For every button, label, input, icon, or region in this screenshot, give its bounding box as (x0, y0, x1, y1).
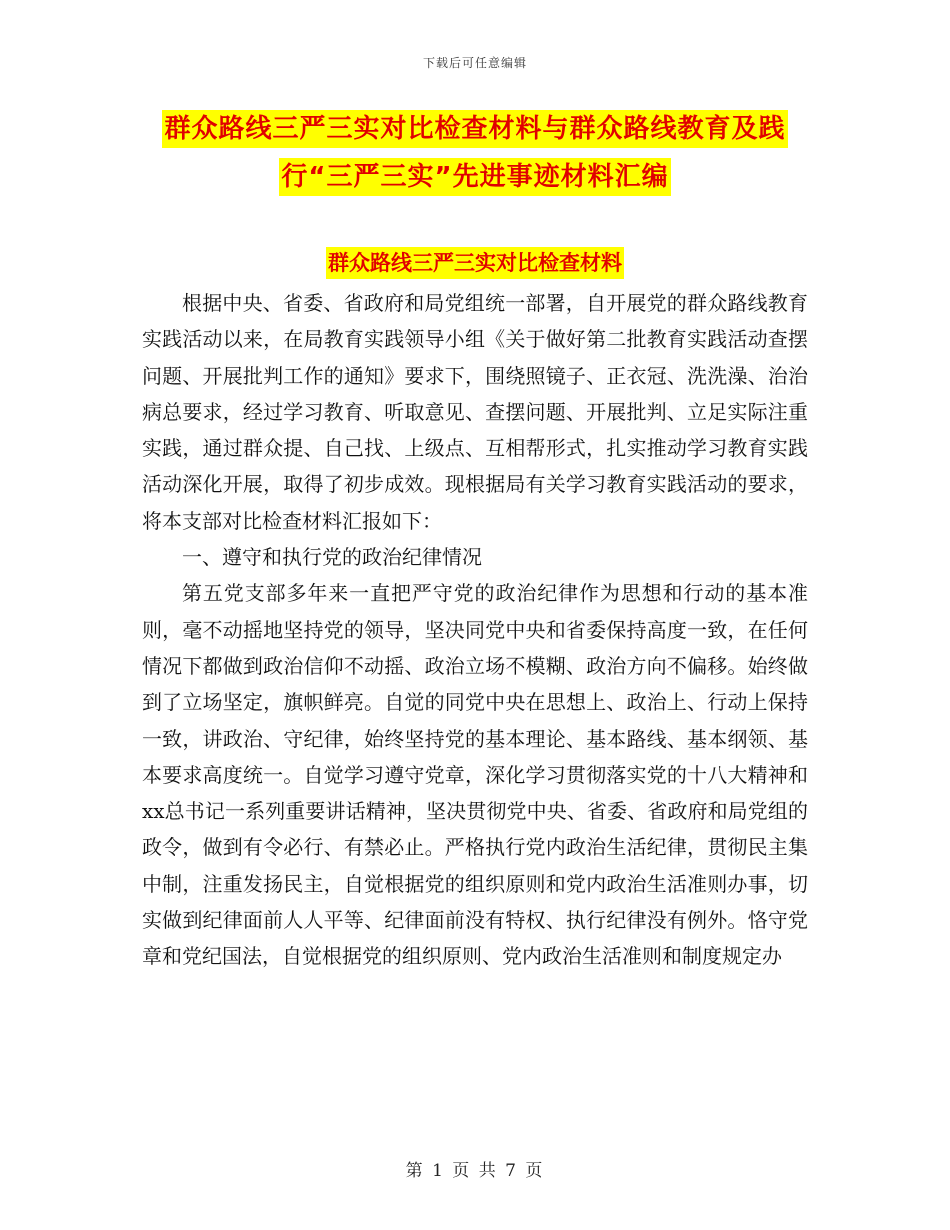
document-title (142, 110, 808, 206)
paragraph-intro: 根据中央、省委、省政府和局党组统一部署，自开展党的群众路线教育实践活动以来，在局教育实践领导小组《关于做好第二批教育实践活动查摆问题、开展批判工作的通知》要求下，围绕照镜子、正衣冠、洗洗澡、治治病总要求，经过学习教育、听取意见、查摆问题、开展批判、立足实际注重实践，通过群众提、自己找、上级点、互相帮形式，扎实推动学习教育实践活动深化开展，取得了初步成效。现根据局有关学习教育实践活动的要求，将本支部对比检查材料汇报如下： (142, 291, 808, 533)
paragraph-political-discipline: 第五党支部多年来一直把严守党的政治纪律作为思想和行动的基本准则，毫不动摇地坚持党的领导，坚决同党中央和省委保持高度一致，在任何情况下都做到政治信仰不动摇、政治立场不模糊、政治方向不偏移。始终做到了立场坚定，旗帜鲜亮。自觉的同党中央在思想上、政治上、行动上保持一致，讲政治、守纪律，始终坚持党的基本理论、基本路线、基本纲领、基本要求高度统一。自觉学习遵守党章，深化学习贯彻落实党的十八大精神和xx总书记一系列重要讲话精神，坚决贯彻党中央、省委、省政府和局党组的政令，做到有令必行、有禁必止。严格执行党内政治生活纪律，贯彻民主集中制，注重发扬民主，自觉根据党的组织原则和党内政治生活准则办事，切实做到纪律面前人人平等、纪律面前没有特权、执行纪律没有例外。恪守党章和党纪国法，自觉根据党的组织原则、党内政治生活准则和制度规定办 (142, 581, 808, 969)
document-title-line-2: 行“三严三实”先进事迹材料汇编 (279, 158, 670, 196)
document-title-line-1: 群众路线三严三实对比检查材料与群众路线教育及践 (162, 110, 787, 148)
paragraph-heading-1: 一、遵守和执行党的政治纪律情况 (182, 545, 482, 570)
body-text (142, 285, 808, 975)
section-title: 群众路线三严三实对比检查材料 (326, 247, 624, 279)
page-header: 下载后可任意编辑 (422, 56, 527, 70)
section-title-container (142, 247, 808, 279)
page-footer: 第 1 页 共 7 页 (405, 1161, 545, 1181)
